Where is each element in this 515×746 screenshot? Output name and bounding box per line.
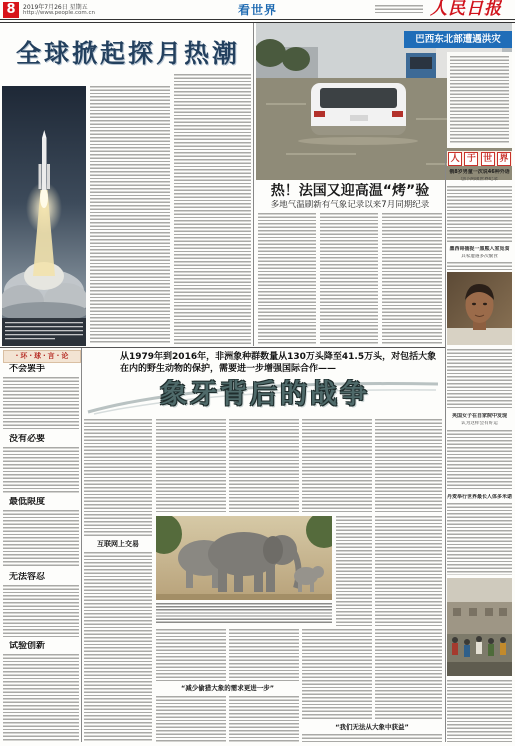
- commentary-header-char: · 环: [16, 352, 28, 361]
- website-url[interactable]: http://www.people.com.cn: [23, 10, 95, 16]
- heat-article-subtitle: 多地气温刷新有气象记录以来7月同期纪录: [270, 200, 430, 210]
- white-car: [298, 83, 418, 145]
- commentary-item-body: [3, 585, 79, 637]
- right-column-rule: [445, 150, 446, 742]
- flood-caption-text: [450, 56, 509, 144]
- elephant-body-col3: [229, 629, 299, 681]
- flood-article-title: 巴西东北部遭遇洪灾: [404, 31, 512, 48]
- world-header-char: 人: [448, 152, 462, 166]
- commentary-item-title: 没有必要: [9, 434, 46, 444]
- heat-article-body-col3: [382, 213, 442, 345]
- commentary-item-body: [3, 377, 79, 429]
- commentary-header-char: · 论: [57, 352, 69, 361]
- world-header-char: 于: [464, 152, 478, 166]
- elephant-body-col4: [302, 629, 372, 721]
- world-brief-title: 丹麦举行世界最长人体多米诺: [447, 494, 512, 500]
- elephant-body-col5: [375, 516, 442, 626]
- elephant-body-col3: [229, 419, 299, 512]
- issue-date: 2019年7月26日 星期五: [23, 4, 88, 11]
- elephant-subhead: “我们无法从大象中获益”: [302, 723, 442, 732]
- elephant-article-headline: 从1979年到2016年，非洲象种群数量从130万头降至41.5万头，对包括大象在内的野生动物的保护，需要进一步增强国际合作——: [120, 352, 437, 374]
- commentary-item-title: 试验创新: [9, 641, 46, 651]
- world-brief-subtitle: 其家遭遇多次偷食: [461, 254, 498, 259]
- elephant-body-col3: [229, 696, 299, 742]
- world-brief-title: 俄8岁男童一次说46种外语: [449, 169, 510, 175]
- building: [447, 602, 512, 634]
- commentary-header-char: · 球: [29, 352, 41, 361]
- heat-article-title: 热！法国又迎高温“烤”验: [270, 183, 430, 199]
- world-brief-body: [447, 186, 512, 243]
- elephant-body-tail: [302, 734, 442, 742]
- commentary-item-body: [3, 654, 79, 742]
- world-brief-body: [447, 680, 512, 742]
- rocket-launch-photo: [2, 86, 86, 346]
- elephant-body-col2: [156, 629, 226, 681]
- world-brief-body: [447, 262, 512, 270]
- commentary-item-body: [3, 510, 79, 567]
- elephant-body-col4: [336, 516, 372, 626]
- elephant-article-title: 象牙背后的战争: [160, 379, 370, 410]
- elephant-body-col1: [84, 552, 152, 742]
- commentary-header-char: · 言: [43, 352, 55, 361]
- heat-article-body-col2: [320, 213, 378, 345]
- masthead-rule: [0, 19, 515, 20]
- elephant-subhead: 互联网上交易: [84, 540, 152, 549]
- elephants-photo: [156, 516, 332, 600]
- elephant-body-col5: [375, 419, 442, 512]
- world-brief-body: [447, 503, 512, 575]
- world-header-char: 界: [497, 152, 511, 166]
- world-brief-body: [447, 430, 512, 490]
- crowd-event-photo: [447, 578, 512, 676]
- elephant-body-col5: [375, 629, 442, 721]
- elephant-body-col2: [156, 696, 226, 742]
- section-divider: [0, 347, 445, 348]
- flood-caption-box: [447, 52, 512, 148]
- world-header-char: 世: [481, 152, 495, 166]
- world-brief-title: 英国女子在自家院中发现: [451, 413, 507, 419]
- newspaper-logo: 人民日报: [430, 0, 502, 19]
- elephant-subhead: “减少偷猎大象的需求更进一步”: [156, 684, 299, 693]
- section-title: 看世界: [238, 4, 278, 17]
- left-column-rule: [81, 348, 82, 742]
- moon-article-title: 全球掀起探月热潮: [16, 39, 241, 68]
- column-rule: [253, 23, 254, 346]
- world-brief-title: 墨西哥捕捉一黑熊入室觅食: [449, 246, 510, 252]
- world-brief-subtitle: 认为这样会有好运: [461, 421, 498, 426]
- commentary-item-title: 不会罢手: [9, 364, 46, 374]
- moon-article-body-col2: [174, 74, 251, 345]
- world-brief-body: [447, 349, 512, 409]
- editor-info-lines: [375, 5, 423, 13]
- elephant-body-col2: [156, 419, 226, 512]
- world-brief-subtitle: 创下两项世界纪录: [461, 177, 498, 182]
- commentary-header: [3, 350, 81, 363]
- commentary-item-body: [3, 447, 79, 493]
- moon-article-body-col1: [90, 86, 170, 344]
- elephant-body-col4: [302, 419, 372, 512]
- world-column-header: [447, 151, 512, 166]
- page-number: 8: [3, 2, 19, 18]
- heat-article-body-col1: [258, 213, 316, 345]
- boy-portrait-photo: [447, 272, 512, 345]
- elephants-photo-caption: [156, 603, 332, 624]
- commentary-item-title: 最低限度: [9, 497, 46, 507]
- shirt: [447, 328, 512, 345]
- elephant-body-col1: [84, 419, 152, 537]
- commentary-item-title: 无法容忍: [9, 572, 46, 582]
